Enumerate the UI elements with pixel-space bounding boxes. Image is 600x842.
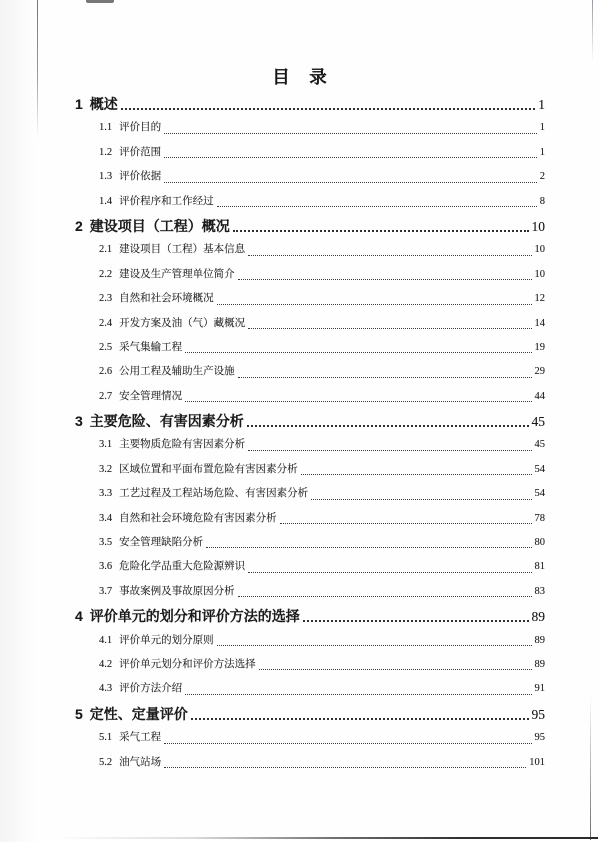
toc-entry-page-number: 1 [539,122,545,134]
toc-entry-label: 油气站场 [119,756,162,768]
toc-entry [75,238,545,262]
toc-entry-page-number: 45 [534,439,545,451]
toc-entry-number: 5.1 [99,732,113,744]
toc-entry-number: 2.3 [99,293,113,305]
toc-entry-number: 2.5 [99,341,113,353]
toc-entry-page-number: 45 [531,414,545,430]
toc-entry-label: 安全管理缺陷分析 [119,537,204,549]
toc-entry [75,580,545,604]
toc-entry-page-number: 91 [534,683,545,695]
scan-artifact-right-top-line [592,0,593,62]
toc-entry-label: 建设项目（工程）概况 [89,217,230,234]
toc-entry [75,531,545,555]
toc-entry [75,214,545,238]
toc-entry-page-number: 12 [534,293,545,305]
toc-entry-number: 5.2 [99,756,113,768]
dot-leader [301,474,532,475]
toc-entry-page-number: 89 [534,658,545,670]
toc-entry-page-number: 1 [539,146,545,158]
toc-entry-number: 3.7 [99,585,113,597]
toc-entry-number: 1.2 [99,146,113,158]
toc-entry [75,190,545,214]
dot-leader [238,279,532,280]
dot-leader [185,401,531,402]
dot-leader [217,304,532,305]
dot-leader [259,669,532,670]
toc-entry [75,507,545,531]
toc-entry-page-number: 8 [539,195,545,207]
toc-entry-label: 采气工程 [119,732,162,744]
toc-entry-label: 事故案例及事故原因分析 [119,585,235,597]
toc-entry-number: 4.3 [99,683,113,695]
toc-entry-number: 1 [75,96,83,112]
dot-leader [248,328,531,329]
toc-entry-label: 评价依据 [119,171,162,183]
dot-leader [206,547,531,548]
toc-entry-number: 1.1 [99,122,113,134]
dot-leader [185,694,531,695]
toc-entry-page-number: 10 [531,218,545,234]
scan-artifact-right-bottom-line [590,695,591,840]
toc-entry-page-number: 29 [534,366,545,378]
toc-entry-label: 定性、定量评价 [89,705,188,722]
toc-entry-label: 自然和社会环境概况 [119,293,214,305]
toc-entry [75,360,545,384]
toc-entry-label: 公用工程及辅助生产设施 [119,366,235,378]
toc-entry-number: 5 [75,705,83,722]
toc-entry [75,385,545,409]
page-title: 目 录 [272,67,328,87]
toc-entry-number: 2.1 [99,244,113,256]
toc-entry-label: 评价范围 [119,146,162,158]
toc-entry [75,482,545,506]
toc-entry [75,92,545,116]
toc-entry-page-number: 10 [534,244,545,256]
toc-entry [75,555,545,579]
dot-leader [164,743,531,744]
dot-leader [121,108,535,110]
toc-entry [75,604,545,628]
toc-entry-page-number: 89 [534,634,545,646]
toc-entry [75,726,545,750]
toc-entry-label: 危险化学品重大危险源辨识 [119,561,246,573]
toc-entry [75,165,545,189]
toc-entry-page-number: 89 [531,609,545,625]
toc-entry [75,116,545,140]
toc-entry-page-number: 54 [534,463,545,475]
toc-entry-page-number: 80 [534,537,545,549]
toc-entry-page-number: 14 [534,317,545,329]
dot-leader [280,523,532,524]
toc-entry-page-number: 2 [539,171,545,183]
toc-entry-number: 3.3 [99,488,113,500]
toc-entry-number: 4.1 [99,634,113,646]
toc-list [75,92,545,775]
dot-leader [164,182,537,183]
toc-entry-label: 评价单元的划分原则 [119,634,214,646]
toc-entry [75,409,545,433]
toc-entry [75,677,545,701]
toc-entry [75,629,545,653]
scan-artifact-bottom-edge [55,837,598,839]
toc-entry-label: 建设及生产管理单位简介 [119,268,235,280]
toc-entry-label: 自然和社会环境危险有害因素分析 [119,512,277,524]
toc-entry-page-number: 78 [534,512,545,524]
toc-entry-label: 评价目的 [119,122,162,134]
dot-leader [164,767,526,768]
dot-leader [238,377,532,378]
toc-entry [75,653,545,677]
toc-entry-page-number: 95 [531,706,545,722]
toc-entry-number: 3.2 [99,463,113,475]
toc-entry-label: 评价方法介绍 [119,683,183,695]
dot-leader [238,596,532,597]
toc-entry-number: 3.4 [99,512,113,524]
toc-entry [75,312,545,336]
dot-leader [248,450,531,451]
toc-entry-page-number: 83 [534,585,545,597]
dot-leader [303,620,529,622]
toc-entry [75,141,545,165]
toc-entry-page-number: 95 [534,732,545,744]
toc-entry-number: 4.2 [99,658,113,670]
dot-leader [247,425,529,427]
dot-leader [233,230,529,232]
dot-leader [248,255,531,256]
toc-entry [75,263,545,287]
toc-entry [75,702,545,726]
toc-entry-label: 建设项目（工程）基本信息 [119,244,246,256]
toc-entry [75,458,545,482]
dot-leader [191,718,529,720]
toc-entry-label: 评价单元划分和评价方法选择 [119,658,256,670]
toc-entry-number: 2.4 [99,317,113,329]
toc-entry-label: 开发方案及油（气）藏概况 [119,317,246,329]
toc-entry-page-number: 19 [534,341,545,353]
toc-entry-number: 3.5 [99,537,113,549]
toc-entry-page-number: 81 [534,561,545,573]
toc-entry [75,287,545,311]
toc-entry-page-number: 1 [538,97,545,112]
toc-entry-page-number: 54 [534,488,545,500]
dot-leader [217,645,532,646]
toc-entry-label: 主要物质危险有害因素分析 [119,439,246,451]
toc-entry-label: 区域位置和平面布置危险有害因素分析 [119,463,298,475]
toc-entry-page-number: 44 [534,390,545,402]
dot-leader [164,157,537,158]
toc-entry-number: 2.6 [99,366,113,378]
dot-leader [311,499,531,500]
dot-leader [164,133,537,134]
toc-entry-number: 3 [75,413,83,430]
toc-entry-label: 评价程序和工作经过 [119,195,214,207]
toc-entry-number: 4 [75,608,83,625]
toc-entry-label: 评价单元的划分和评价方法的选择 [89,608,300,625]
toc-entry-label: 概述 [89,96,118,112]
toc-entry-number: 2.7 [99,390,113,402]
toc-entry-number: 2 [75,217,83,234]
dot-leader [185,352,531,353]
toc-entry-number: 1.3 [99,171,113,183]
toc-entry-number: 1.4 [99,195,113,207]
dot-leader [248,572,531,573]
toc-entry-page-number: 101 [529,756,545,768]
toc-entry [75,751,545,775]
toc-entry [75,336,545,360]
toc-entry-number: 3.1 [99,439,113,451]
toc-entry [75,433,545,457]
scan-left-edge-shading [0,0,36,842]
toc-entry-label: 安全管理情况 [119,390,183,402]
toc-entry-number: 3.6 [99,561,113,573]
toc-entry-number: 2.2 [99,268,113,280]
dot-leader [217,206,537,207]
scan-artifact-top-smudge [86,0,114,3]
toc-entry-label: 工艺过程及工程站场危险、有害因素分析 [119,488,309,500]
toc-entry-page-number: 10 [534,268,545,280]
toc-entry-label: 主要危险、有害因素分析 [89,413,244,430]
toc-entry-label: 采气集输工程 [119,341,183,353]
